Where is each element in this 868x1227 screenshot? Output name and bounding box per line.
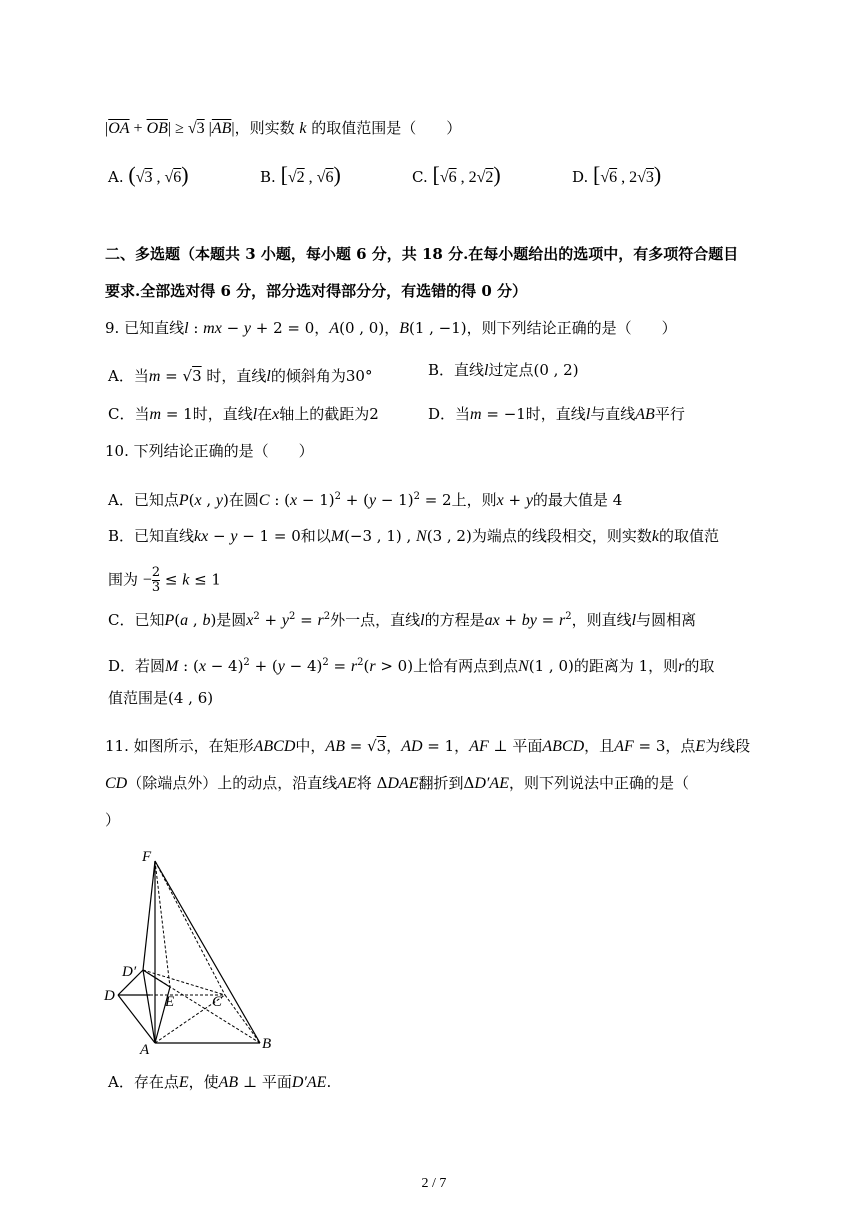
label-Dp: D′ [122,964,137,980]
q11-line1: 11. 如图所示，在矩形ABCD中，AB = √3，AD = 1，AF ⊥ 平面ABCD，且AF = 3，点E为线段 [105,737,751,755]
label-A: A [140,1042,150,1058]
section2-line1: 二、多选题（本题共 3 小题，每小题 6 分，共 18 分.在每小题给出的选项中，有多项符合题目 [105,245,739,263]
q10-stem: 10. 下列结论正确的是（ ） [105,442,314,460]
edge-DpA [143,970,155,1043]
label-F: F [142,849,152,865]
q9-option-a: A．当m = √3 时，直线l的倾斜角为30° [108,367,373,385]
q9-option-c: C．当m = 1时，直线l在x轴上的截距为2 [108,405,379,423]
dashed-DpB [143,970,260,1043]
q8-option-c: C. [√6 , 2√2) [412,162,501,187]
dashed-FE [155,861,170,987]
dashed-FC [155,861,225,995]
q9-option-b: B．直线l过定点(0 , 2) [428,361,579,379]
label-B: B [262,1036,272,1052]
label-C: C [212,994,223,1010]
label-E: E [165,994,175,1010]
q10-option-c: C．已知P(a , b)是圆$x^2 + y^2 = r^2$外一点，直线l的方程是ax + by = $r^2$，则直线l与圆相离 [108,611,697,629]
q9-stem: 9. 已知直线l : mx − y + 2 = 0，A(0 , 0)，B(1 , −1)，则下列结论正确的是（ ） [105,319,677,337]
edge-FB [155,861,260,1043]
q10-option-b-line1: B．已知直线kx − y − 1 = 0和以M(−3 , 1) , N(3 , 2)为端点的线段相交，则实数k的取值范 [108,527,719,545]
q9-option-d: D．当m = −1时，直线l与直线AB平行 [428,405,685,423]
q8-condition: $|\overline{OA} + \overline{OB}| \ge √3$ $|\overline{AB}|$，则实数 k 的取值范围是（ ） [105,119,462,137]
dashed-CB [225,995,260,1043]
q8-condition-text: ，则实数 k 的取值范围是（ ） [234,119,462,137]
q8-option-b: B. [√2 , √6) [260,162,341,187]
q10-option-d-line2: 值范围是(4 , 6) [108,689,214,707]
q8-option-a: A. (√3 , √6) [108,162,189,187]
q11-line2: CD（除端点外）上的动点，沿直线AE将 ΔDAE翻折到ΔD′AE，则下列说法中正确的是（ [105,774,689,792]
q10-option-a: A．已知点P(x , y)在圆C : $(x - 1)^2 + (y - 1)^2 = 2$上，则x + y的最大值是 4 [108,491,623,509]
page-number: 2 / 7 [421,1176,447,1191]
edge-DA [118,995,155,1043]
section2-line2: 要求.全部选对得 6 分，部分选对得部分分，有选错的得 0 分） [105,282,527,300]
pyramid-figure [100,845,290,1060]
q11-option-a: A．存在点E，使AB ⊥ 平面D′AE. [108,1073,332,1091]
q11-line3: ） [105,811,121,829]
q10-option-d-line1: D．若圆M : $(x - 4)^2 + (y - 4)^2 = r^2(r > 0)$上恰有两点到点N(1 , 0)的距离为 1，则r的取 [108,657,715,675]
edge-FD [143,861,155,970]
label-D: D [104,988,115,1004]
q10-option-b-line2: 围为 − $\frac{2}{3}$ ≤ k ≤ 1 [108,565,221,595]
q8-option-d: D. [√6 , 2√3) [572,162,662,187]
